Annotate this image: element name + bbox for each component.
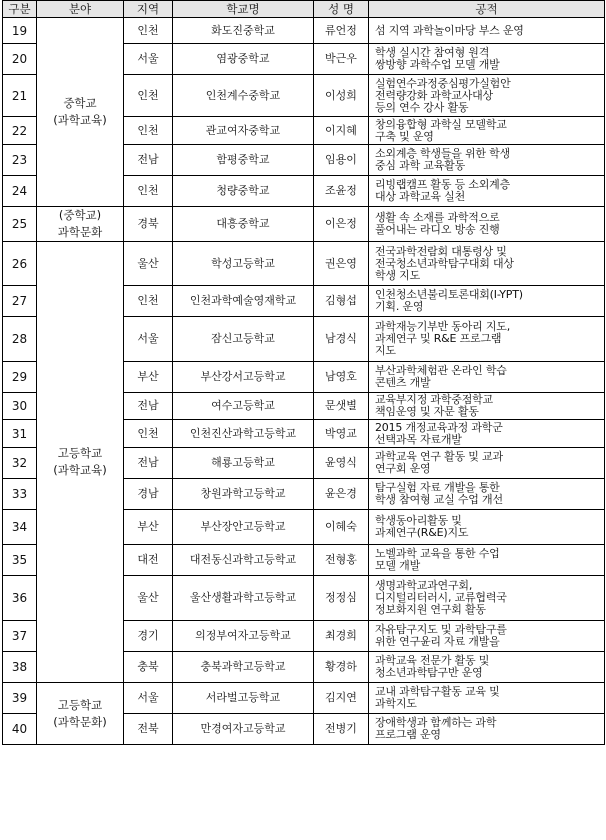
- row-merit: 과학교육 연구 활동 및 교과 연구회 운영: [369, 448, 605, 479]
- row-name: 전병기: [314, 714, 369, 745]
- row-name: 황경하: [314, 652, 369, 683]
- row-school: 대전동신과학고등학교: [173, 545, 314, 576]
- row-merit: 생활 속 소재를 과학적으로 풀어내는 라디오 방송 진행: [369, 207, 605, 242]
- row-name: 김지연: [314, 683, 369, 714]
- field-group-high-science-culture: 고등학교 (과학문화): [37, 683, 124, 745]
- table-row: [3, 18, 605, 44]
- row-no: 23: [3, 145, 37, 176]
- field-group-middle-science-edu: 중학교 (과학교육): [37, 18, 124, 207]
- row-name: 정정심: [314, 576, 369, 621]
- row-region: 인천: [124, 286, 173, 317]
- row-name: 류언정: [314, 18, 369, 44]
- row-no: 28: [3, 317, 37, 362]
- row-no: 30: [3, 393, 37, 420]
- row-merit: 과학교육 전문가 활동 및 청소년과학탐구반 운영: [369, 652, 605, 683]
- row-merit: 창의융합형 과학실 모델학교 구축 및 운영: [369, 117, 605, 145]
- row-name: 문샛별: [314, 393, 369, 420]
- row-no: 21: [3, 75, 37, 117]
- row-merit: 탐구실험 자료 개발을 통한 학생 참여형 교실 수업 개선: [369, 479, 605, 510]
- header-merit: 공적: [369, 1, 605, 18]
- row-school: 화도진중학교: [173, 18, 314, 44]
- row-school: 염광중학교: [173, 44, 314, 75]
- row-no: 22: [3, 117, 37, 145]
- field-group-middle-science-culture: (중학교) 과학문화: [37, 207, 124, 242]
- row-no: 27: [3, 286, 37, 317]
- row-region: 인천: [124, 176, 173, 207]
- table-row: [3, 242, 605, 286]
- row-no: 35: [3, 545, 37, 576]
- row-name: 김형섭: [314, 286, 369, 317]
- row-merit: 인천청소년불리토론대회(I-YPT) 기획. 운영: [369, 286, 605, 317]
- row-name: 윤은경: [314, 479, 369, 510]
- field-group-high-science-edu: 고등학교 (과학교육): [37, 242, 124, 683]
- row-school: 청량중학교: [173, 176, 314, 207]
- row-region: 인천: [124, 117, 173, 145]
- row-name: 권은영: [314, 242, 369, 286]
- row-no: 20: [3, 44, 37, 75]
- row-no: 24: [3, 176, 37, 207]
- row-region: 인천: [124, 18, 173, 44]
- row-region: 전남: [124, 145, 173, 176]
- header-field: 분야: [37, 1, 124, 18]
- header-no: 구분: [3, 1, 37, 18]
- row-merit: 리빙랩캠프 활동 등 소외계층 대상 과학교육 실천: [369, 176, 605, 207]
- row-region: 충북: [124, 652, 173, 683]
- row-merit: 자유탐구지도 및 과학탐구를 위한 연구윤리 자료 개발을: [369, 621, 605, 652]
- row-name: 박근우: [314, 44, 369, 75]
- row-region: 경남: [124, 479, 173, 510]
- row-name: 전형홍: [314, 545, 369, 576]
- row-no: 40: [3, 714, 37, 745]
- row-school: 잠신고등학교: [173, 317, 314, 362]
- row-region: 부산: [124, 362, 173, 393]
- row-school: 충북과학고등학교: [173, 652, 314, 683]
- row-name: 박영교: [314, 420, 369, 448]
- row-no: 37: [3, 621, 37, 652]
- row-school: 만경여자고등학교: [173, 714, 314, 745]
- row-region: 서울: [124, 44, 173, 75]
- row-school: 해룡고등학교: [173, 448, 314, 479]
- row-merit: 부산과학체험관 온라인 학습 콘텐츠 개발: [369, 362, 605, 393]
- row-region: 울산: [124, 576, 173, 621]
- row-merit: 장애학생과 함께하는 과학 프로그램 운영: [369, 714, 605, 745]
- row-region: 전북: [124, 714, 173, 745]
- row-name: 조윤정: [314, 176, 369, 207]
- row-school: 여수고등학교: [173, 393, 314, 420]
- row-region: 전남: [124, 448, 173, 479]
- row-merit: 소외계층 학생들을 위한 학생 중심 과학 교육활동: [369, 145, 605, 176]
- row-name: 이은정: [314, 207, 369, 242]
- row-no: 34: [3, 510, 37, 545]
- row-no: 19: [3, 18, 37, 44]
- row-merit: 실험연수과정중심평가실험안 전력량강화 과학교사대상 등의 연수 강사 활동: [369, 75, 605, 117]
- row-merit: 교내 과학탐구활동 교육 및 과학지도: [369, 683, 605, 714]
- table-row: [3, 683, 605, 714]
- row-region: 인천: [124, 420, 173, 448]
- award-table: [2, 0, 605, 745]
- row-school: 학성고등학교: [173, 242, 314, 286]
- row-school: 인천계수중학교: [173, 75, 314, 117]
- row-no: 29: [3, 362, 37, 393]
- header-region: 지역: [124, 1, 173, 18]
- row-name: 이혜숙: [314, 510, 369, 545]
- row-school: 울산생활과학고등학교: [173, 576, 314, 621]
- row-name: 최경희: [314, 621, 369, 652]
- row-merit: 학생 실시간 참여형 원격 쌍방향 과학수업 모델 개발: [369, 44, 605, 75]
- row-merit: 노벨과학 교육을 통한 수업 모델 개발: [369, 545, 605, 576]
- row-name: 남경식: [314, 317, 369, 362]
- row-no: 31: [3, 420, 37, 448]
- row-school: 창원과학고등학교: [173, 479, 314, 510]
- row-merit: 과학재능기부반 동아리 지도, 과제연구 및 R&E 프로그램 지도: [369, 317, 605, 362]
- row-name: 임용이: [314, 145, 369, 176]
- row-merit: 학생동아리활동 및 과제연구(R&E)지도: [369, 510, 605, 545]
- table-row: [3, 207, 605, 242]
- row-name: 남영호: [314, 362, 369, 393]
- row-merit: 2015 개정교육과정 과학군 선택과목 자료개발: [369, 420, 605, 448]
- row-no: 38: [3, 652, 37, 683]
- header-row: [3, 1, 605, 18]
- row-school: 함평중학교: [173, 145, 314, 176]
- row-no: 26: [3, 242, 37, 286]
- row-school: 부산강서고등학교: [173, 362, 314, 393]
- row-school: 부산장안고등학교: [173, 510, 314, 545]
- row-merit: 섬 지역 과학놀이마당 부스 운영: [369, 18, 605, 44]
- row-school: 대흥중학교: [173, 207, 314, 242]
- row-region: 경북: [124, 207, 173, 242]
- row-school: 관교여자중학교: [173, 117, 314, 145]
- row-region: 전남: [124, 393, 173, 420]
- row-school: 의정부여자고등학교: [173, 621, 314, 652]
- row-school: 인천과학예술영재학교: [173, 286, 314, 317]
- header-name: 성 명: [314, 1, 369, 18]
- header-school: 학교명: [173, 1, 314, 18]
- row-no: 39: [3, 683, 37, 714]
- row-region: 경기: [124, 621, 173, 652]
- row-merit: 교육부지정 과학중점학교 책임운영 및 자문 활동: [369, 393, 605, 420]
- row-merit: 전국과학전람회 대통령상 및 전국청소년과학탐구대회 대상 학생 지도: [369, 242, 605, 286]
- row-region: 서울: [124, 317, 173, 362]
- row-region: 울산: [124, 242, 173, 286]
- row-region: 대전: [124, 545, 173, 576]
- row-merit: 생명과학교과연구회, 디지털리터러시, 교류협력국 정보화지원 연구회 활동: [369, 576, 605, 621]
- row-no: 25: [3, 207, 37, 242]
- row-no: 33: [3, 479, 37, 510]
- row-region: 인천: [124, 75, 173, 117]
- row-no: 36: [3, 576, 37, 621]
- row-no: 32: [3, 448, 37, 479]
- row-name: 윤영식: [314, 448, 369, 479]
- row-region: 부산: [124, 510, 173, 545]
- row-name: 이성희: [314, 75, 369, 117]
- row-school: 서라벌고등학교: [173, 683, 314, 714]
- row-school: 인천진산과학고등학교: [173, 420, 314, 448]
- row-region: 서울: [124, 683, 173, 714]
- row-name: 이지혜: [314, 117, 369, 145]
